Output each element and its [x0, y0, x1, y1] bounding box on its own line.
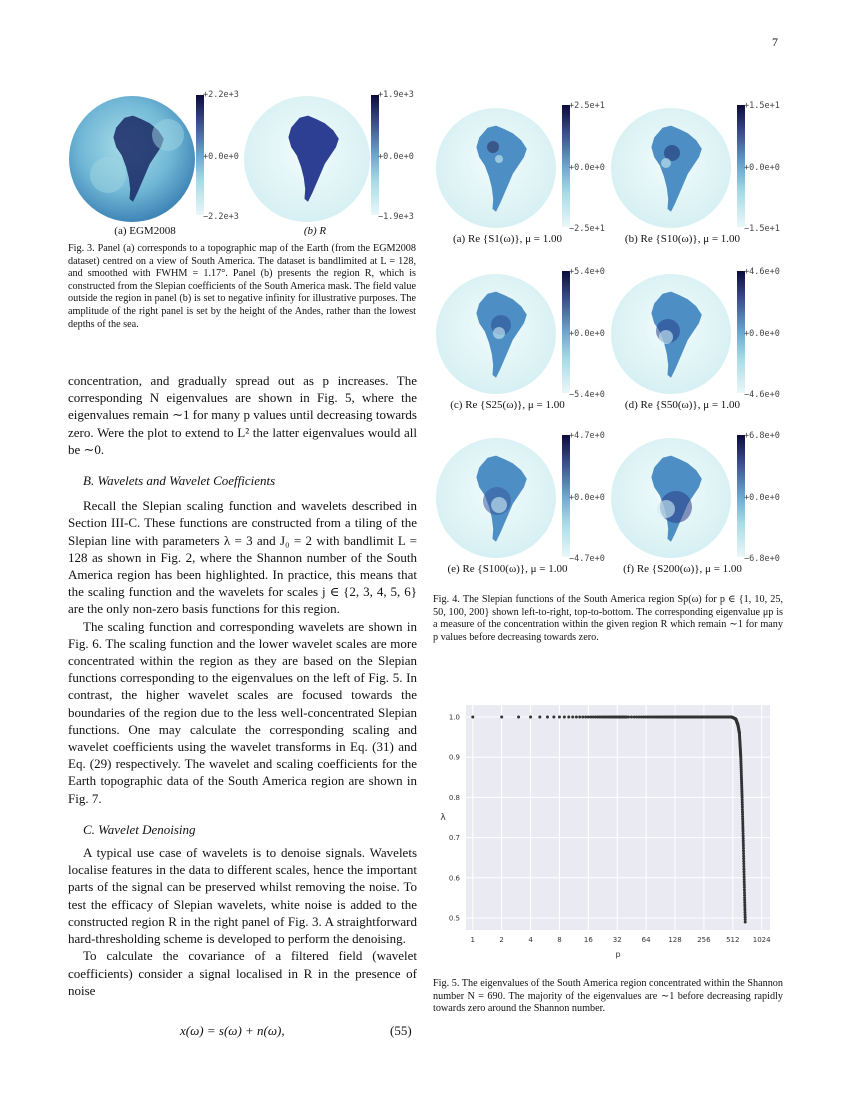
- fig3-panel-a-label: (a) EGM2008: [114, 225, 176, 237]
- data-point: [742, 852, 745, 855]
- data-point: [742, 855, 745, 858]
- data-point: [743, 894, 746, 897]
- tick-label: +0.0e+0: [744, 493, 780, 503]
- tick-label: +2.2e+3: [203, 90, 239, 100]
- y-tick-label: 0.6: [448, 874, 460, 883]
- tick-label: +0.0e+0: [378, 152, 414, 162]
- x-tick-label: 8: [557, 936, 562, 944]
- data-point: [743, 886, 746, 889]
- data-point: [546, 716, 549, 719]
- data-point: [578, 716, 581, 719]
- data-point: [743, 875, 746, 878]
- y-axis-label: λ: [440, 813, 446, 823]
- data-point: [743, 873, 746, 876]
- data-point: [743, 878, 746, 881]
- tick-label: +5.4e+0: [569, 267, 605, 277]
- paragraph: A typical use case of wavelets is to denoise signals. Wavelets localise features in the data to different scales, hence the important parts of the signal can be preserved whilst removing the noise. To test the efficacy of Slepian wavelets, white noise is added to the constructed region R in the right panel of Fig. 3. A straightforward hard-thresholding scheme is developed to perform the denoising.: [68, 845, 417, 947]
- tick-label: +2.5e+1: [569, 101, 605, 111]
- x-tick-label: 4: [528, 936, 533, 944]
- fig4-caption: Fig. 4. The Slepian functions of the South America region Sp(ω) for p ∈ {1, 10, 25, 50, 100, 200} shown left-to-right, top-to-bottom. The corresponding eigenvalue μp is a measure of the concentration within the given region R which remain ∼1 for many p values before decreasing towards zero.: [433, 594, 783, 643]
- data-point: [538, 716, 541, 719]
- x-tick-labels: [471, 936, 772, 944]
- fig4-panel-image: [435, 107, 557, 229]
- x-tick-label: 128: [668, 936, 682, 944]
- x-tick-label: 16: [583, 936, 593, 944]
- x-tick-label: 1: [470, 936, 476, 944]
- y-tick-label: 0.7: [448, 834, 460, 843]
- x-tick-label: 1024: [752, 936, 771, 944]
- x-tick-label: 2: [499, 936, 504, 944]
- paragraph: Recall the Slepian scaling function and wavelets described in Section III-C. These functions are constructed from a tiling of the Slepian line with parameters λ = 3 and J₀ = 2 with bandlimit L = 128 as shown in Fig. 2, where the Shannon number of the South America region has been highlighted. In practice, this means that the scaling function and the wavelets for scales j ∈ {2, 3, 4, 5, 6} are the only non-zero basis functions for this region.: [68, 498, 417, 617]
- tick-label: +0.0e+0: [569, 329, 605, 339]
- page-number: 7: [772, 35, 778, 49]
- tick-label: +0.0e+0: [203, 152, 239, 162]
- section-heading-b: B. Wavelets and Wavelet Coefficients: [83, 473, 276, 489]
- fig4-panel-label: (c) Re {S25(ω)}, μ = 1.00: [450, 399, 565, 411]
- y-tick-label: 0.5: [448, 914, 460, 923]
- fig3-panel-a-image: [68, 95, 196, 223]
- paragraph: concentration, and gradually spread out as p increases. The corresponding N eigenvalues are shown in Fig. 5, where the eigenvalues remain ∼1 for many p values until decreasing towards zero. Were the plot to extend to L² the latter eigenvalues would all be ∼0.: [68, 373, 417, 457]
- tick-label: +4.7e+0: [569, 431, 605, 441]
- data-point: [558, 716, 561, 719]
- fig4-panel-label: (e) Re {S100(ω)}, μ = 1.00: [447, 563, 568, 575]
- tick-label: −2.2e+3: [203, 212, 239, 222]
- x-tick-label: 256: [697, 936, 711, 944]
- section-heading-c: C. Wavelet Denoising: [83, 821, 196, 837]
- y-tick-label: 0.9: [448, 753, 460, 762]
- data-point: [742, 857, 745, 860]
- equation: x(ω) = s(ω) + n(ω),: [180, 1023, 285, 1038]
- fig4-panel-image: [610, 273, 732, 395]
- y-tick-label: 0.8: [448, 793, 460, 802]
- tick-label: −5.4e+0: [569, 390, 605, 400]
- data-point: [743, 889, 746, 892]
- fig4-panel-image: [435, 273, 557, 395]
- paragraph: The scaling function and corresponding wavelets are shown in Fig. 6. The scaling function and the lower wavelet scales are more concentrated within the region as they are based on the Slepian functions corresponding to the eigenvalues on the left of Fig. 5. In contrast, the higher wavelet scales are focused towards the boundaries of the region due to the less well-concentrated Slepian functions. One may calculate the corresponding scaling and wavelet coefficients using the wavelet transforms in Eq. (31) and Eq. (29) respectively. The wavelet and scaling coefficients for the Earth topographic data of the South America region are shown in Fig. 7.: [68, 618, 417, 806]
- data-point: [567, 716, 570, 719]
- data-point: [630, 716, 633, 719]
- data-point: [575, 716, 578, 719]
- fig4-panel-label: (b) Re {S10(ω)}, μ = 1.00: [624, 233, 741, 245]
- data-point: [500, 716, 503, 719]
- fig4-panel-image: [610, 437, 732, 559]
- tick-label: +0.0e+0: [744, 163, 780, 173]
- tick-label: +1.9e+3: [378, 90, 414, 100]
- fig5-caption: Fig. 5. The eigenvalues of the South America region concentrated within the Shannon number N = 690. The majority of the eigenvalues are ∼1 before decreasing rapidly towards zero around the Shannon number.: [433, 978, 783, 1015]
- data-point: [742, 862, 745, 865]
- fig5-chart: [433, 700, 783, 965]
- data-point: [743, 891, 746, 894]
- data-point: [743, 883, 746, 886]
- tick-label: +4.6e+0: [744, 267, 780, 277]
- data-point: [571, 716, 574, 719]
- data-point: [584, 716, 587, 719]
- data-point: [743, 870, 746, 873]
- tick-label: −1.9e+3: [378, 212, 414, 222]
- tick-label: −4.7e+0: [569, 554, 605, 564]
- data-point: [742, 844, 745, 847]
- plot-area: [466, 705, 770, 930]
- data-point: [529, 716, 532, 719]
- data-point: [552, 716, 555, 719]
- paragraph: To calculate the covariance of a filtered field (wavelet coefficients) consider a signal localised in R in the presence of noise: [68, 948, 417, 998]
- data-point: [471, 716, 474, 719]
- data-point: [742, 849, 745, 852]
- tick-label: −4.6e+0: [744, 390, 780, 400]
- fig3-panel-b-image: [243, 95, 371, 223]
- fig4-panel-label: (d) Re {S50(ω)}, μ = 1.00: [624, 399, 741, 411]
- y-tick-label: 1.0: [448, 713, 460, 722]
- fig3-panel-b-label: (b) R: [303, 225, 327, 237]
- body-text: [68, 372, 417, 999]
- tick-label: +0.0e+0: [744, 329, 780, 339]
- data-point: [742, 847, 745, 850]
- y-tick-labels: [449, 714, 461, 923]
- data-point: [563, 716, 566, 719]
- equation-number: (55): [390, 1023, 412, 1038]
- tick-label: −6.8e+0: [744, 554, 780, 564]
- data-point: [581, 716, 584, 719]
- tick-label: +0.0e+0: [569, 163, 605, 173]
- data-point: [744, 920, 747, 923]
- x-tick-label: 32: [612, 936, 622, 944]
- data-point: [743, 881, 746, 884]
- tick-label: −2.5e+1: [569, 224, 605, 234]
- tick-label: +6.8e+0: [744, 431, 780, 441]
- fig4-panel-label: (a) Re {S1(ω)}, μ = 1.00: [452, 233, 563, 245]
- data-point: [742, 860, 745, 863]
- x-tick-label: 512: [726, 936, 740, 944]
- x-tick-label: 64: [641, 936, 651, 944]
- data-point: [742, 868, 745, 871]
- tick-label: +0.0e+0: [569, 493, 605, 503]
- tick-label: +1.5e+1: [744, 101, 780, 111]
- fig3-caption: Fig. 3. Panel (a) corresponds to a topographic map of the Earth (from the EGM2008 dataset) centred on a view of South America. The dataset is bandlimited at L = 128, and smoothed with FWHM = 1.17°. Panel (b) presents the region R, which is constructed from the Slepian coefficients of the South America mask. The field value outside the region in panel (b) is set to negative infinity for illustrative purposes. The amplitude of the right panel is set by the height of the Andes, rather than the lowest depths of the sea.: [68, 243, 416, 330]
- fig4-panel-label: (f) Re {S200(ω)}, μ = 1.00: [623, 563, 742, 575]
- fig4-panel-image: [435, 437, 557, 559]
- data-point: [517, 716, 520, 719]
- fig4-panel-image: [610, 107, 732, 229]
- x-axis-label: p: [615, 950, 621, 959]
- data-point: [742, 865, 745, 868]
- data-point: [627, 716, 630, 719]
- tick-label: −1.5e+1: [744, 224, 780, 234]
